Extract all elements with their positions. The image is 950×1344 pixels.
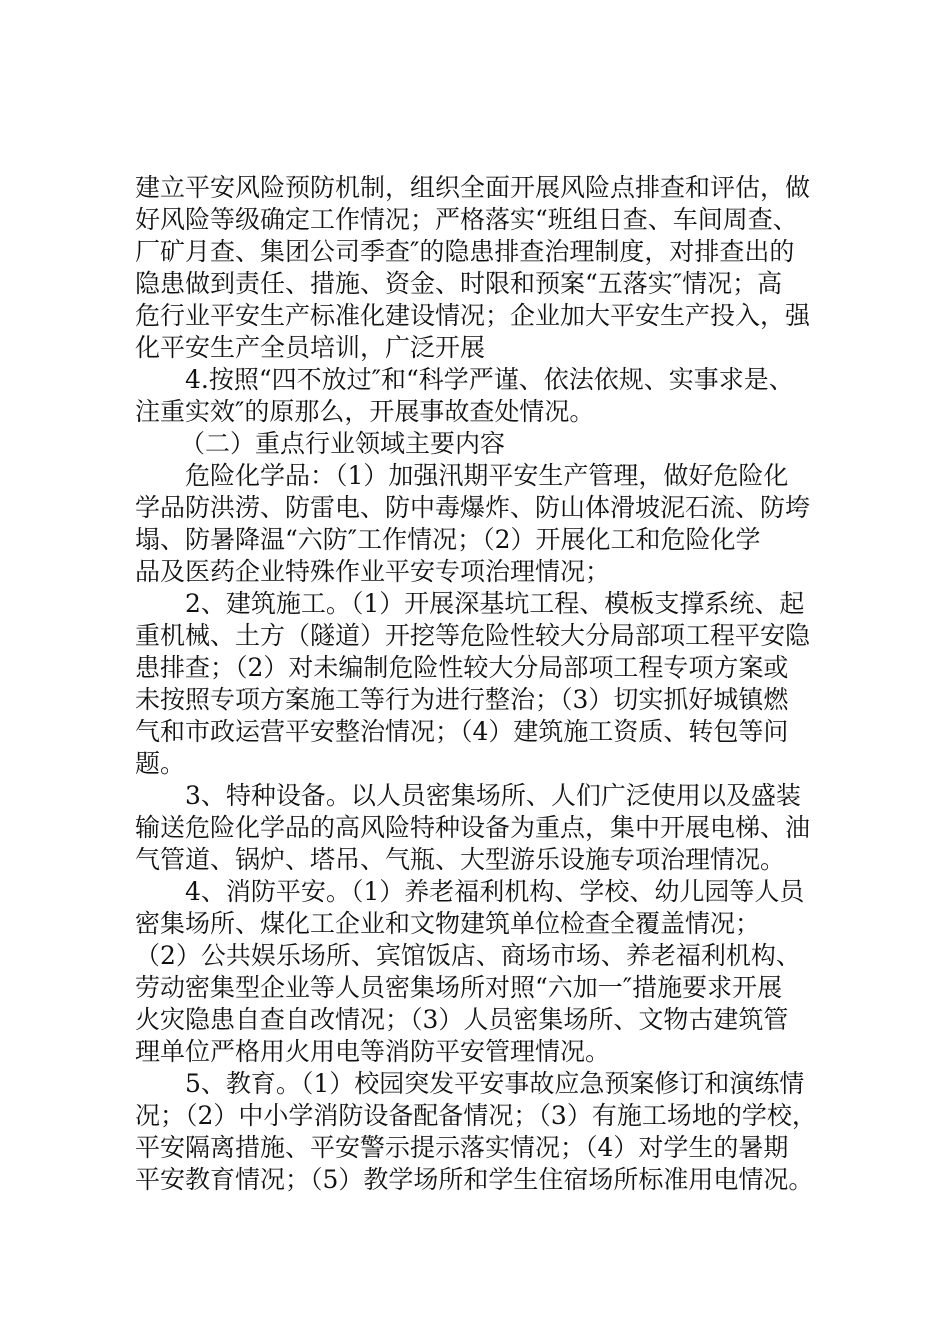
text-line: 劳动密集型企业等人员密集场所对照“六加一″措施要求开展 (135, 973, 783, 1002)
text-line: 5、教育。（1）校园突发平安事故应急预案修订和演练情 (185, 1069, 805, 1098)
text-line: 隐患做到责任、措施、资金、时限和预案“五落实″情况；高 (135, 269, 783, 298)
text-line: 注重实效″的原那么，开展事故查处情况。 (135, 397, 595, 426)
text-line: 平安教育情况；（5）教学场所和学生住宿场所标准用电情况。 (135, 1165, 814, 1194)
text-line: 建立平安风险预防机制，组织全面开展风险点排查和评估，做 (135, 173, 811, 202)
text-line: 化平安生产全员培训，广泛开展 (135, 333, 486, 362)
text-line: 4、消防平安。（1）养老福利机构、学校、幼儿园等人员 (185, 877, 805, 906)
text-line: 况；（2）中小学消防设备配备情况；（3）有施工场地的学校， (135, 1101, 817, 1130)
text-line: 危行业平安生产标准化建设情况；企业加大平安生产投入，强 (135, 301, 811, 330)
text-line: 输送危险化学品的高风险特种设备为重点，集中开展电梯、油 (135, 813, 811, 842)
text-line: （2）公共娱乐场所、宾馆饭店、商场市场、养老福利机构、 (135, 941, 801, 970)
text-line: 危险化学品：（1）加强汛期平安生产管理，做好危险化 (185, 461, 789, 490)
section-heading: （二）重点行业领域主要内容 (180, 429, 506, 458)
text-line: 学品防洪涝、防雷电、防中毒爆炸、防山体滑坡泥石流、防垮 (135, 493, 811, 522)
text-line: 题。 (135, 749, 186, 778)
text-line: 火灾隐患自查自改情况；（3）人员密集场所、文物古建筑管 (135, 1005, 789, 1034)
text-line: 塌、防暑降温“六防″工作情况；（2）开展化工和危险化学 (135, 525, 761, 554)
text-line: 患排查；（2）对未编制危险性较大分局部项工程专项方案或 (135, 653, 789, 682)
text-line: 理单位严格用火用电等消防平安管理情况。 (135, 1037, 611, 1066)
text-line: 未按照专项方案施工等行为进行整治；（3）切实抓好城镇燃 (135, 685, 789, 714)
text-line: 平安隔离措施、平安警示提示落实情况；（4）对学生的暑期 (135, 1133, 789, 1162)
text-line: 2、建筑施工。（1）开展深基坑工程、模板支撑系统、起 (185, 589, 805, 618)
text-line: 重机械、土方（隧道）开挖等危险性较大分局部项工程平安隐 (135, 621, 811, 650)
text-line: 品及医药企业特殊作业平安专项治理情况； (135, 557, 611, 586)
text-line: 密集场所、煤化工企业和文物建筑单位检查全覆盖情况； (135, 909, 761, 938)
text-line: 气和市政运营平安整治情况；（4）建筑施工资质、转包等问 (135, 717, 789, 746)
text-line: 厂矿月查、集团公司季查″的隐患排查治理制度，对排查出的 (135, 237, 795, 266)
text-line: 气管道、锅炉、塔吊、气瓶、大型游乐设施专项治理情况。 (135, 845, 786, 874)
text-line: 3、特种设备。以人员密集场所、人们广泛使用以及盛装 (185, 781, 801, 810)
text-line: 好风险等级确定工作情况；严格落实“班组日查、车间周查、 (135, 205, 798, 234)
text-line: 4.按照“四不放过″和“科学严谨、依法依规、实事求是、 (185, 365, 794, 394)
